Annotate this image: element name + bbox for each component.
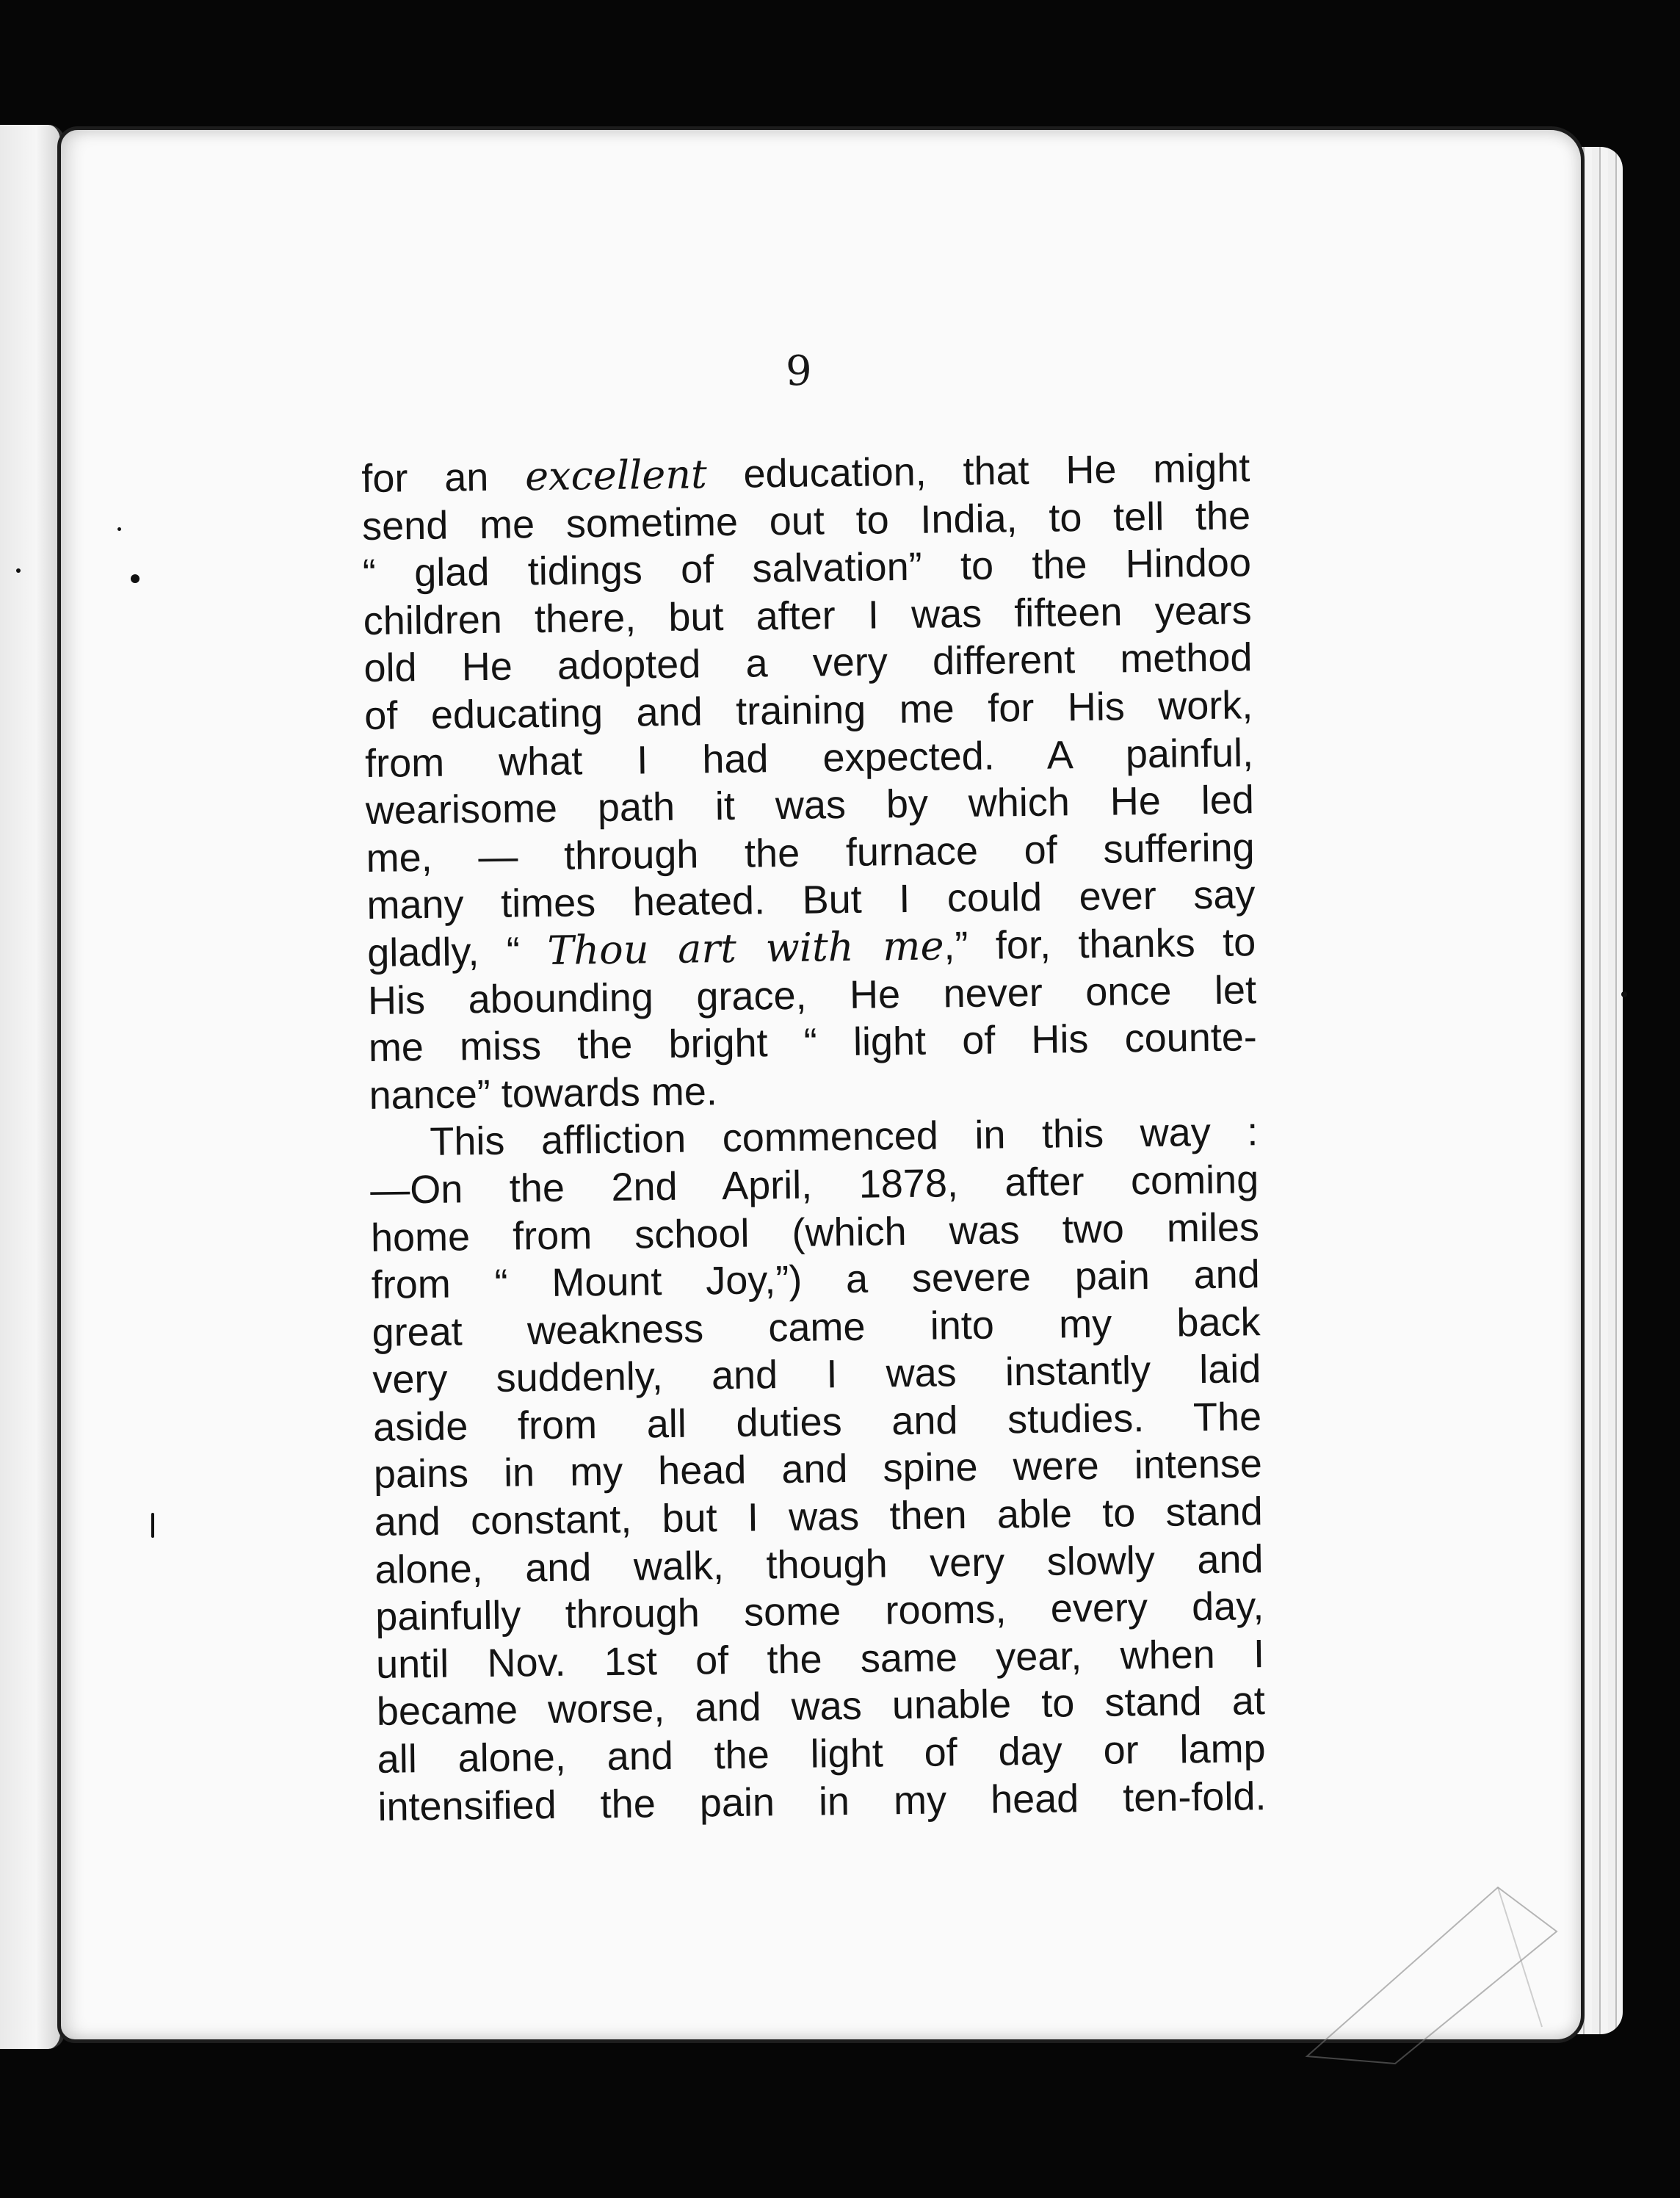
text-line: aside from all duties and studies. The <box>372 1394 1262 1450</box>
scan-speck <box>131 574 140 583</box>
text-line: wearisome path it was by which He led <box>365 778 1255 834</box>
text-line: from what I had expected. A painful, <box>364 730 1254 786</box>
text-line: “ glad tidings of salvation” to the Hindoo <box>362 541 1252 596</box>
text-line: children there, but after I was fifteen years <box>363 588 1253 643</box>
text-line: His abounding grace, He never once let <box>367 967 1257 1023</box>
text-line: me, — through the furnace of suffering <box>366 825 1255 881</box>
scan-speck <box>16 568 21 573</box>
scan-speck <box>1621 991 1627 997</box>
text-line: from “ Mount Joy,”) a severe pain and <box>371 1252 1261 1308</box>
text-line: painfully through some rooms, every day, <box>374 1584 1264 1640</box>
text-line: until Nov. 1st of the same year, when I <box>375 1631 1265 1687</box>
text-line: home from school (which was two miles <box>370 1204 1260 1260</box>
body-text <box>361 444 1267 1831</box>
text-line: for an excellent education, that He might <box>361 446 1250 501</box>
scan-speck <box>151 1513 154 1538</box>
text-line: and constant, but I was then able to stand <box>374 1489 1264 1544</box>
page-number: 9 <box>786 347 812 395</box>
text-line: old He adopted a very different method <box>363 635 1253 691</box>
text-line: became worse, and was unable to stand at <box>376 1679 1266 1735</box>
scan-speck <box>117 527 121 531</box>
text-line: intensified the pain in my head ten-fold. <box>377 1774 1267 1829</box>
page-corner-crease <box>1278 1880 1586 2071</box>
text-line: many times heated. But I could ever say <box>366 872 1256 928</box>
text-line: of educating and training me for His work, <box>363 683 1253 738</box>
paragraph-start-line: This affliction commenced in this way : <box>430 1110 1259 1165</box>
text-line: all alone, and the light of day or lamp <box>377 1727 1266 1782</box>
text-line: pains in my head and spine were intense <box>373 1442 1263 1497</box>
facing-page-edge <box>0 125 65 2049</box>
text-line: —On the 2nd April, 1878, after coming <box>369 1157 1259 1212</box>
text-line: send me sometime out to India, to tell the <box>361 493 1251 549</box>
text-line: me miss the bright “ light of His counte- <box>368 1015 1258 1071</box>
text-line: alone, and walk, though very slowly and <box>374 1536 1264 1592</box>
text-line: nance” towards me. <box>369 1069 718 1118</box>
text-line: very suddenly, and I was instantly laid <box>372 1347 1261 1403</box>
text-line: great weakness came into my back <box>372 1299 1261 1355</box>
text-line: gladly, “ Thou art with me,” for, thanks to <box>366 920 1256 975</box>
